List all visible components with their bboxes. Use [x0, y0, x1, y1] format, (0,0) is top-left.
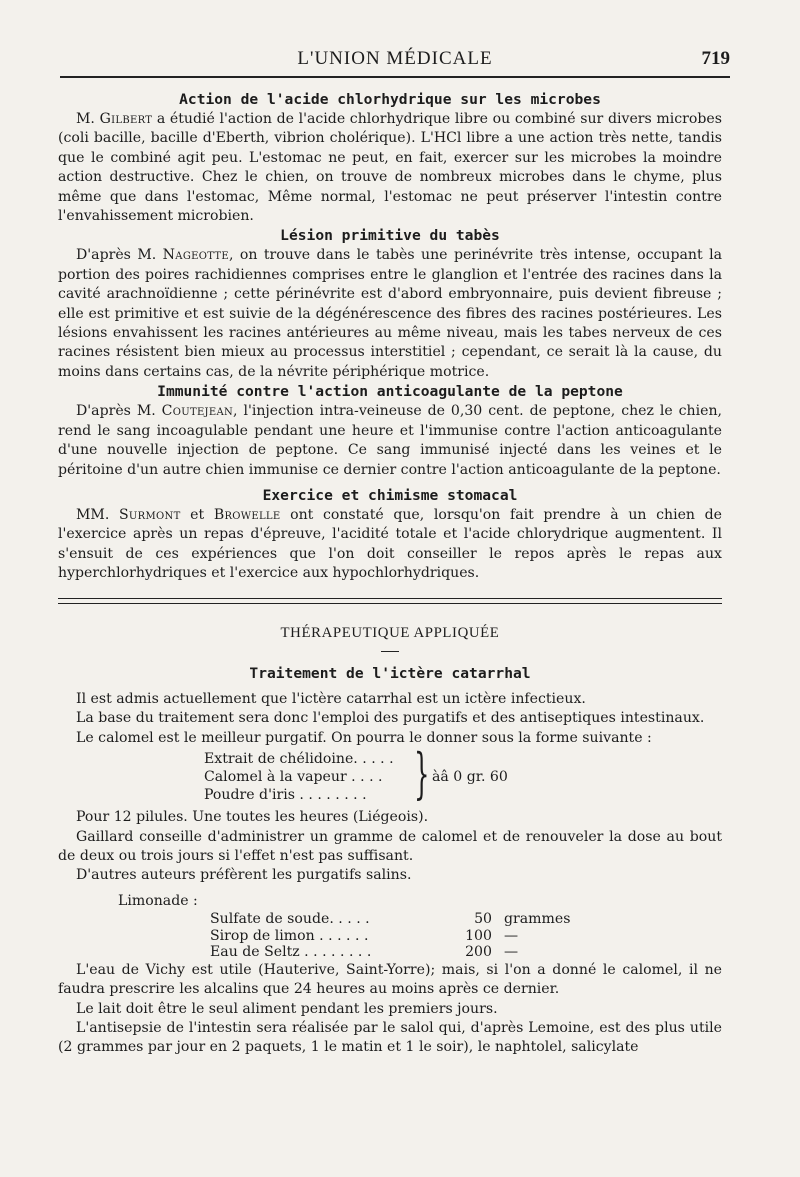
- section-title-acide: Action de l'acide chlorhydrique sur les microbes: [179, 91, 601, 108]
- author-name: Surmont: [118, 506, 181, 523]
- text-fragment: D'après M.: [76, 247, 163, 264]
- ingredient-name: Sirop de limon . . . . . .: [210, 927, 369, 944]
- limonade-label: Limonade :: [118, 892, 198, 909]
- ingredient-quantity: 50: [474, 911, 492, 928]
- author-name: Gilbert: [99, 111, 153, 127]
- ingredient-name: Sulfate de soude. . . . .: [210, 911, 370, 928]
- paragraph: D'autres auteurs préfèrent les purgatifs salins.: [76, 867, 412, 884]
- text-fragment: MM.: [76, 506, 119, 523]
- part-title: THÉRAPEUTIQUE APPLIQUÉE: [280, 624, 500, 641]
- limonade-recipe: [210, 911, 722, 961]
- author-name: Coutejean: [161, 403, 234, 420]
- author-name: Nageotte: [162, 247, 229, 264]
- section-title-tabes: Lésion primitive du tabès: [280, 227, 500, 245]
- recipe-row: [210, 911, 722, 928]
- paragraph: Gaillard conseille d'administrer un gramme de calomel et de renouveler la dose au bout de deux ou trois jours si l'effet n'est pas suffisant.: [58, 828, 722, 864]
- ingredient-quantity: 200: [465, 944, 492, 961]
- page-content: [58, 90, 722, 1058]
- text-fragment: , l'injection intra-veineuse de 0,30 cent. de peptone, chez le chien, rend le sang incoagulable pendant une heure et l'immunise contre l'action anticoagulante d'une nouvelle injection de peptone. Ce sang immunisé injecté dans les veines et le péritoine d'un autre chien immunise ce dernier contre l'action anticoagulante de la peptone.: [58, 403, 722, 478]
- ingredient-unit: —: [504, 944, 519, 961]
- page-header: [60, 44, 730, 74]
- ingredient-name: Eau de Seltz . . . . . . . .: [210, 944, 372, 961]
- section-title-immunite: Immunité contre l'action anticoagulante de la peptone: [157, 383, 623, 401]
- page-number: 719: [701, 48, 730, 69]
- header-rule: [60, 76, 730, 78]
- running-title: L'UNION MÉDICALE: [297, 48, 493, 69]
- text-fragment: , on trouve dans le tabès une perinévrite très intense, occupant la portion des poires rachidiennes comprises entre le glanglion et l'entrée des racines dans la cavité arachnoïdienne ; cette périnévrite est d'abord embryonnaire, puis devient fibreuse ; elle est primitive et est suivie de la dégénérescence des fibres des racines postérieures. Les lésions envahissent les racines antérieures au même niveau, mais les tabes nerveux de ces racines résistent bien mieux au processus interstitiel ; cependant, ce serait là la cause, du moins dans certains cas, de la névrite périphérique motrice.: [58, 247, 722, 380]
- author-name: Browelle: [213, 506, 281, 523]
- ingredient-unit: —: [504, 927, 519, 944]
- recipe-row: [210, 944, 722, 961]
- text-fragment: M.: [76, 111, 100, 127]
- prescription-formula: [204, 742, 722, 808]
- paragraph-immunite: [58, 402, 722, 480]
- paragraph: Le calomel est le meilleur purgatif. On pourra le donner sous la forme suivante :: [76, 729, 652, 746]
- subsection-title: Traitement de l'ictère catarrhal: [249, 664, 531, 682]
- formula-dose: àâ 0 gr. 60: [432, 769, 508, 786]
- paragraph: Pour 12 pilules. Une toutes les heures (Liégeois).: [76, 809, 429, 826]
- paragraph: Le lait doit être le seul aliment pendant les premiers jours.: [76, 1000, 498, 1017]
- paragraph: Il est admis actuellement que l'ictère catarrhal est un ictère infectieux.: [76, 690, 586, 707]
- ingredient-unit: grammes: [504, 911, 571, 928]
- section-title-exercice: Exercice et chimisme stomacal: [262, 486, 518, 504]
- text-fragment: a étudié l'action de l'acide chlorhydrique libre ou combiné sur divers microbes (coli bacille, bacille d'Eberth, vibrion cholérique). L'HCl libre a une action très nette, tandis que le combiné agit peu. L'estomac ne peut, en fait, exercer sur les microbes la moindre action destructive. Chez le chien, on trouve de nombreux microbes dans le chyme, plus même que dans l'estomac, Même normal, l'estomac ne peut préserver l'intestin contre l'envahissement microbien.: [58, 111, 722, 225]
- paragraph: L'antisepsie de l'intestin sera réalisée par le salol qui, d'après Lemoine, est des plus utile (2 grammes par jour en 2 paquets, 1 le matin et 1 le soir), le naphtolel, salicylate: [58, 1019, 722, 1056]
- ingredient-quantity: 100: [465, 927, 492, 944]
- paragraph: La base du traitement sera donc l'emploi des purgatifs et des antiseptiques intestinaux.: [76, 710, 705, 727]
- formula-brace: }: [414, 742, 430, 806]
- formula-item: Calomel à la vapeur . . . .: [204, 769, 383, 786]
- paragraph-exercice: [58, 506, 722, 584]
- formula-items: [204, 750, 394, 804]
- paragraph-acide: [58, 110, 722, 226]
- formula-item: Poudre d'iris . . . . . . . .: [204, 787, 367, 804]
- section-divider: [58, 598, 722, 604]
- paragraph-tabes: [58, 246, 722, 382]
- text-fragment: ont constaté que, lorsqu'on fait prendre à un chien de l'exercice après un repas d'épreuve, l'acidité totale et l'acide chlorydrique augmentent. Il s'ensuit de ces expériences que l'on doit conseiller le repos après le repas aux hyperchlorhydriques et l'exercice aux hypochlorhydriques.: [58, 506, 722, 582]
- spacer: [58, 652, 722, 664]
- recipe-row: [210, 928, 722, 945]
- text-fragment: et: [180, 506, 214, 523]
- formula-item: Extrait de chélidoine. . . . .: [204, 751, 394, 768]
- text-fragment: D'après M.: [76, 403, 162, 420]
- paragraph: L'eau de Vichy est utile (Hauterive, Saint-Yorre); mais, si l'on a donné le calomel, il ne faudra prescrire les alcalins que 24 heures au moins après ce dernier.: [58, 961, 722, 998]
